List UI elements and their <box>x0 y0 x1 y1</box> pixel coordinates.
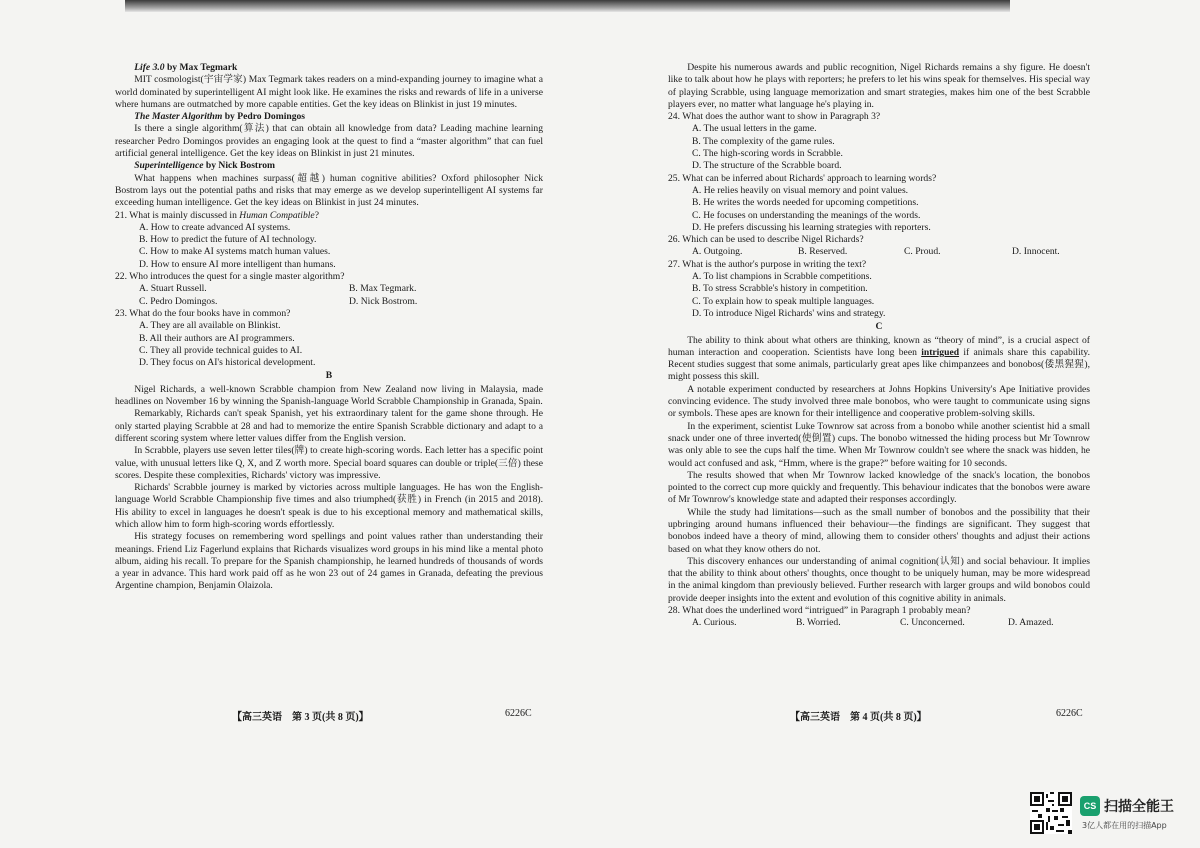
paragraph: This discovery enhances our understanding of animal cognition(认知) and social behaviour. It implies that the ability to think about others' thoughts, once thought to be uniquely human, may be more widespread in the animal kingdom than previously believed. Further research with larger groups and wild bonobos could provide deeper insights into the extent and evolution of this cognitive ability in animals. <box>668 555 1090 604</box>
option: C. They all provide technical guides to AI. <box>139 344 303 356</box>
option: A. Outgoing. <box>692 246 743 258</box>
question-27: 27. What is the author's purpose in writing the text? <box>668 258 867 270</box>
paragraph: Nigel Richards, a well-known Scrabble champion from New Zealand now living in Malaysia, made headlines on November 16 by winning the Spanish-language World Scrabble Championship in Granada, Spain. <box>115 383 543 408</box>
camscanner-logo: CS <box>1080 796 1100 816</box>
options-row <box>115 283 543 295</box>
scan-top-edge <box>125 0 1010 12</box>
option: A. To list champions in Scrabble competitions. <box>692 271 872 283</box>
qr-code-icon <box>1030 792 1072 834</box>
option: D. The structure of the Scrabble board. <box>692 160 842 172</box>
option: A. Curious. <box>692 617 737 629</box>
option: D. He prefers discussing his learning strategies with reporters. <box>692 221 931 233</box>
question-26: 26. Which can be used to describe Nigel Richards? <box>668 234 864 246</box>
book-description: What happens when machines surpass(超越) human cognitive abilities? Oxford philosopher Nick Bostrom lays out the potential paths and risks that may emerge as we develop superintelligent AI systems far exceeding human intelligence. Get the key ideas on Blinkist in just 24 minutes. <box>115 172 543 209</box>
option: B. He writes the words needed for upcoming competitions. <box>692 197 919 209</box>
option: D. Innocent. <box>1012 246 1060 258</box>
option: B. The complexity of the game rules. <box>692 135 835 147</box>
book-title: Superintelligence by Nick Bostrom <box>134 160 275 172</box>
question-25: 25. What can be inferred about Richards' approach to learning words? <box>668 172 937 184</box>
option: A. How to create advanced AI systems. <box>139 221 291 233</box>
option: C. He focuses on understanding the meanings of the words. <box>692 209 921 221</box>
option: C. How to make AI systems match human values. <box>139 246 331 258</box>
option: B. Max Tegmark. <box>349 283 417 295</box>
camscanner-tagline: 3亿人都在用的扫描App <box>1082 821 1167 830</box>
option: B. All their authors are AI programmers. <box>139 332 295 344</box>
paragraph: The results showed that when Mr Townrow lacked knowledge of the snack's location, the bonobos pointed to the correct cup more quickly and frequently. This behaviour indicates that the bonobos were aware of Mr Townrow's knowledge state and adapted their responses accordingly. <box>668 469 1090 506</box>
option: A. They are all available on Blinkist. <box>139 320 281 332</box>
book-description: MIT cosmologist(宇宙学家) Max Tegmark takes readers on a mind-expanding journey to imagine what a world dominated by superintelligent AI might look like. He examines the risks and rewards of life in a universe where humans are outmatched by more capable entities. Get the key ideas on Blinkist in just 19 minutes. <box>115 74 543 110</box>
option: D. Nick Bostrom. <box>349 295 418 307</box>
question-24: 24. What does the author want to show in Paragraph 3? <box>668 111 881 123</box>
option: C. To explain how to speak multiple languages. <box>692 295 875 307</box>
left-page-footer: 【高三英语 第 3 页(共 8 页)】 <box>232 712 369 723</box>
option: D. How to ensure AI more intelligent than humans. <box>139 258 336 270</box>
paper-code: 6226C <box>505 708 532 719</box>
question-21: 21. What is mainly discussed in Human Compatible? <box>115 209 319 221</box>
question-28: 28. What does the underlined word “intrigued” in Paragraph 1 probably mean? <box>668 605 971 617</box>
section-heading-c: C <box>875 321 883 333</box>
options-row <box>115 296 543 308</box>
camscanner-name: 扫描全能王 <box>1104 799 1174 815</box>
underlined-word: intrigued <box>921 346 960 358</box>
options-row <box>668 617 1090 629</box>
section-heading-b: B <box>325 370 333 382</box>
paragraph: His strategy focuses on remembering word spellings and point values rather than understanding their meanings. Friend Liz Fagerlund explains that Richards visualizes word groups in his mind like a mental photo album, aiding his recall. To prepare for the Spanish championship, he learned hundreds of thousands of words a year in advance. This hard work paid off as he won 23 out of 24 games in Granada, defeating the previous Argentine champion, Benjamin Olaizola. <box>115 531 543 592</box>
paragraph: The ability to think about what others are thinking, known as “theory of mind”, is a crucial aspect of human interaction and cooperation. Scientists have long been intrigued if animals share this capability. Recent studies suggest that some animals, particularly great apes like chimpanzees and bonobos(倭黑猩猩), might possess this skill. <box>668 334 1090 383</box>
book-title: The Master Algorithm by Pedro Domingos <box>134 111 306 123</box>
option: C. Pedro Domingos. <box>139 295 218 307</box>
option: D. They focus on AI's historical development. <box>139 357 316 369</box>
options-row <box>668 246 1090 258</box>
paragraph: A notable experiment conducted by researchers at Johns Hopkins University's Ape Initiative provides convincing evidence. The study involved three male bonobos, who were taught to communicate using signs or symbols. These apes are known for their intelligence and cooperative problem-solving skills. <box>668 383 1090 420</box>
option: C. Proud. <box>904 246 941 258</box>
right-page-footer: 【高三英语 第 4 页(共 8 页)】 <box>790 712 927 723</box>
paper-code: 6226C <box>1056 708 1083 719</box>
paragraph: While the study had limitations—such as the small number of bonobos and the possibility that their upbringing around humans influenced their behaviour—the findings are significant. They suggest that bonobos indeed have a theory of mind, allowing them to consider others' thoughts and adjust their actions based on what they know others do not. <box>668 506 1090 555</box>
book-title: Life 3.0 by Max Tegmark <box>134 62 238 73</box>
right-page <box>668 62 1090 630</box>
paragraph: Despite his numerous awards and public recognition, Nigel Richards remains a shy figure. He doesn't like to talk about how he plays with reporters; he prefers to let his wins speak for themselves. His special way of playing Scrabble, using language memorization and smart strategies, makes him one of the best Scrabble players ever, no matter what language he's playing in. <box>668 62 1090 110</box>
option: B. Reserved. <box>798 246 848 258</box>
option: A. Stuart Russell. <box>139 283 207 295</box>
paragraph: Richards' Scrabble journey is marked by victories across multiple languages. He has won the English-language World Scrabble Championship five times and also triumphed(获胜) in French (in 2015 and 2018). His ability to excel in languages he doesn't speak is due to his exceptional memory and mathematical skills, which allow him to form high-scoring words effortlessly. <box>115 482 543 530</box>
option: D. Amazed. <box>1008 617 1054 629</box>
option: A. The usual letters in the game. <box>692 123 817 135</box>
option: C. The high-scoring words in Scrabble. <box>692 148 843 160</box>
book-description: Is there a single algorithm(算法) that can obtain all knowledge from data? Leading machine learning researcher Pedro Domingos provides an engaging look at the quest to find a “master algorithm” that can fuel artificial general intelligence. Get the key ideas on Blinkist in just 21 minutes. <box>115 123 543 160</box>
option: B. How to predict the future of AI technology. <box>139 234 317 246</box>
option: A. He relies heavily on visual memory and point values. <box>692 184 909 196</box>
option: B. To stress Scrabble's history in competition. <box>692 283 868 295</box>
paragraph: In Scrabble, players use seven letter tiles(牌) to create high-scoring words. Each letter has a specific point value, with unusual letters like Q, X, and Z worth more. Special board squares can double or triple(三倍) these scores. Despite these complexities, Richards' victory was impressive. <box>115 445 543 481</box>
option: D. To introduce Nigel Richards' wins and strategy. <box>692 307 886 319</box>
option: C. Unconcerned. <box>900 617 965 629</box>
question-23: 23. What do the four books have in common? <box>115 307 291 319</box>
question-22: 22. Who introduces the quest for a single master algorithm? <box>115 271 345 283</box>
paragraph: Remarkably, Richards can't speak Spanish, yet his extraordinary talent for the game shone through. He only started playing Scrabble at 28 and had to memorize the entire Spanish Scrabble dictionary and adapt to a different scoring system where letter values differ from the English version. <box>115 408 543 444</box>
left-page <box>115 62 543 593</box>
paragraph: In the experiment, scientist Luke Townrow sat across from a bonobo while another scientist hid a small snack under one of three inverted(使倒置) cups. The bonobo witnessed the hiding process but Mr Townrow was only able to see the cups half the time. When Mr Townrow couldn't see where the snack was hidden, he would act confused and ask, “Hmm, where is the grape?” before waiting for 10 seconds. <box>668 420 1090 469</box>
option: B. Worried. <box>796 617 841 629</box>
